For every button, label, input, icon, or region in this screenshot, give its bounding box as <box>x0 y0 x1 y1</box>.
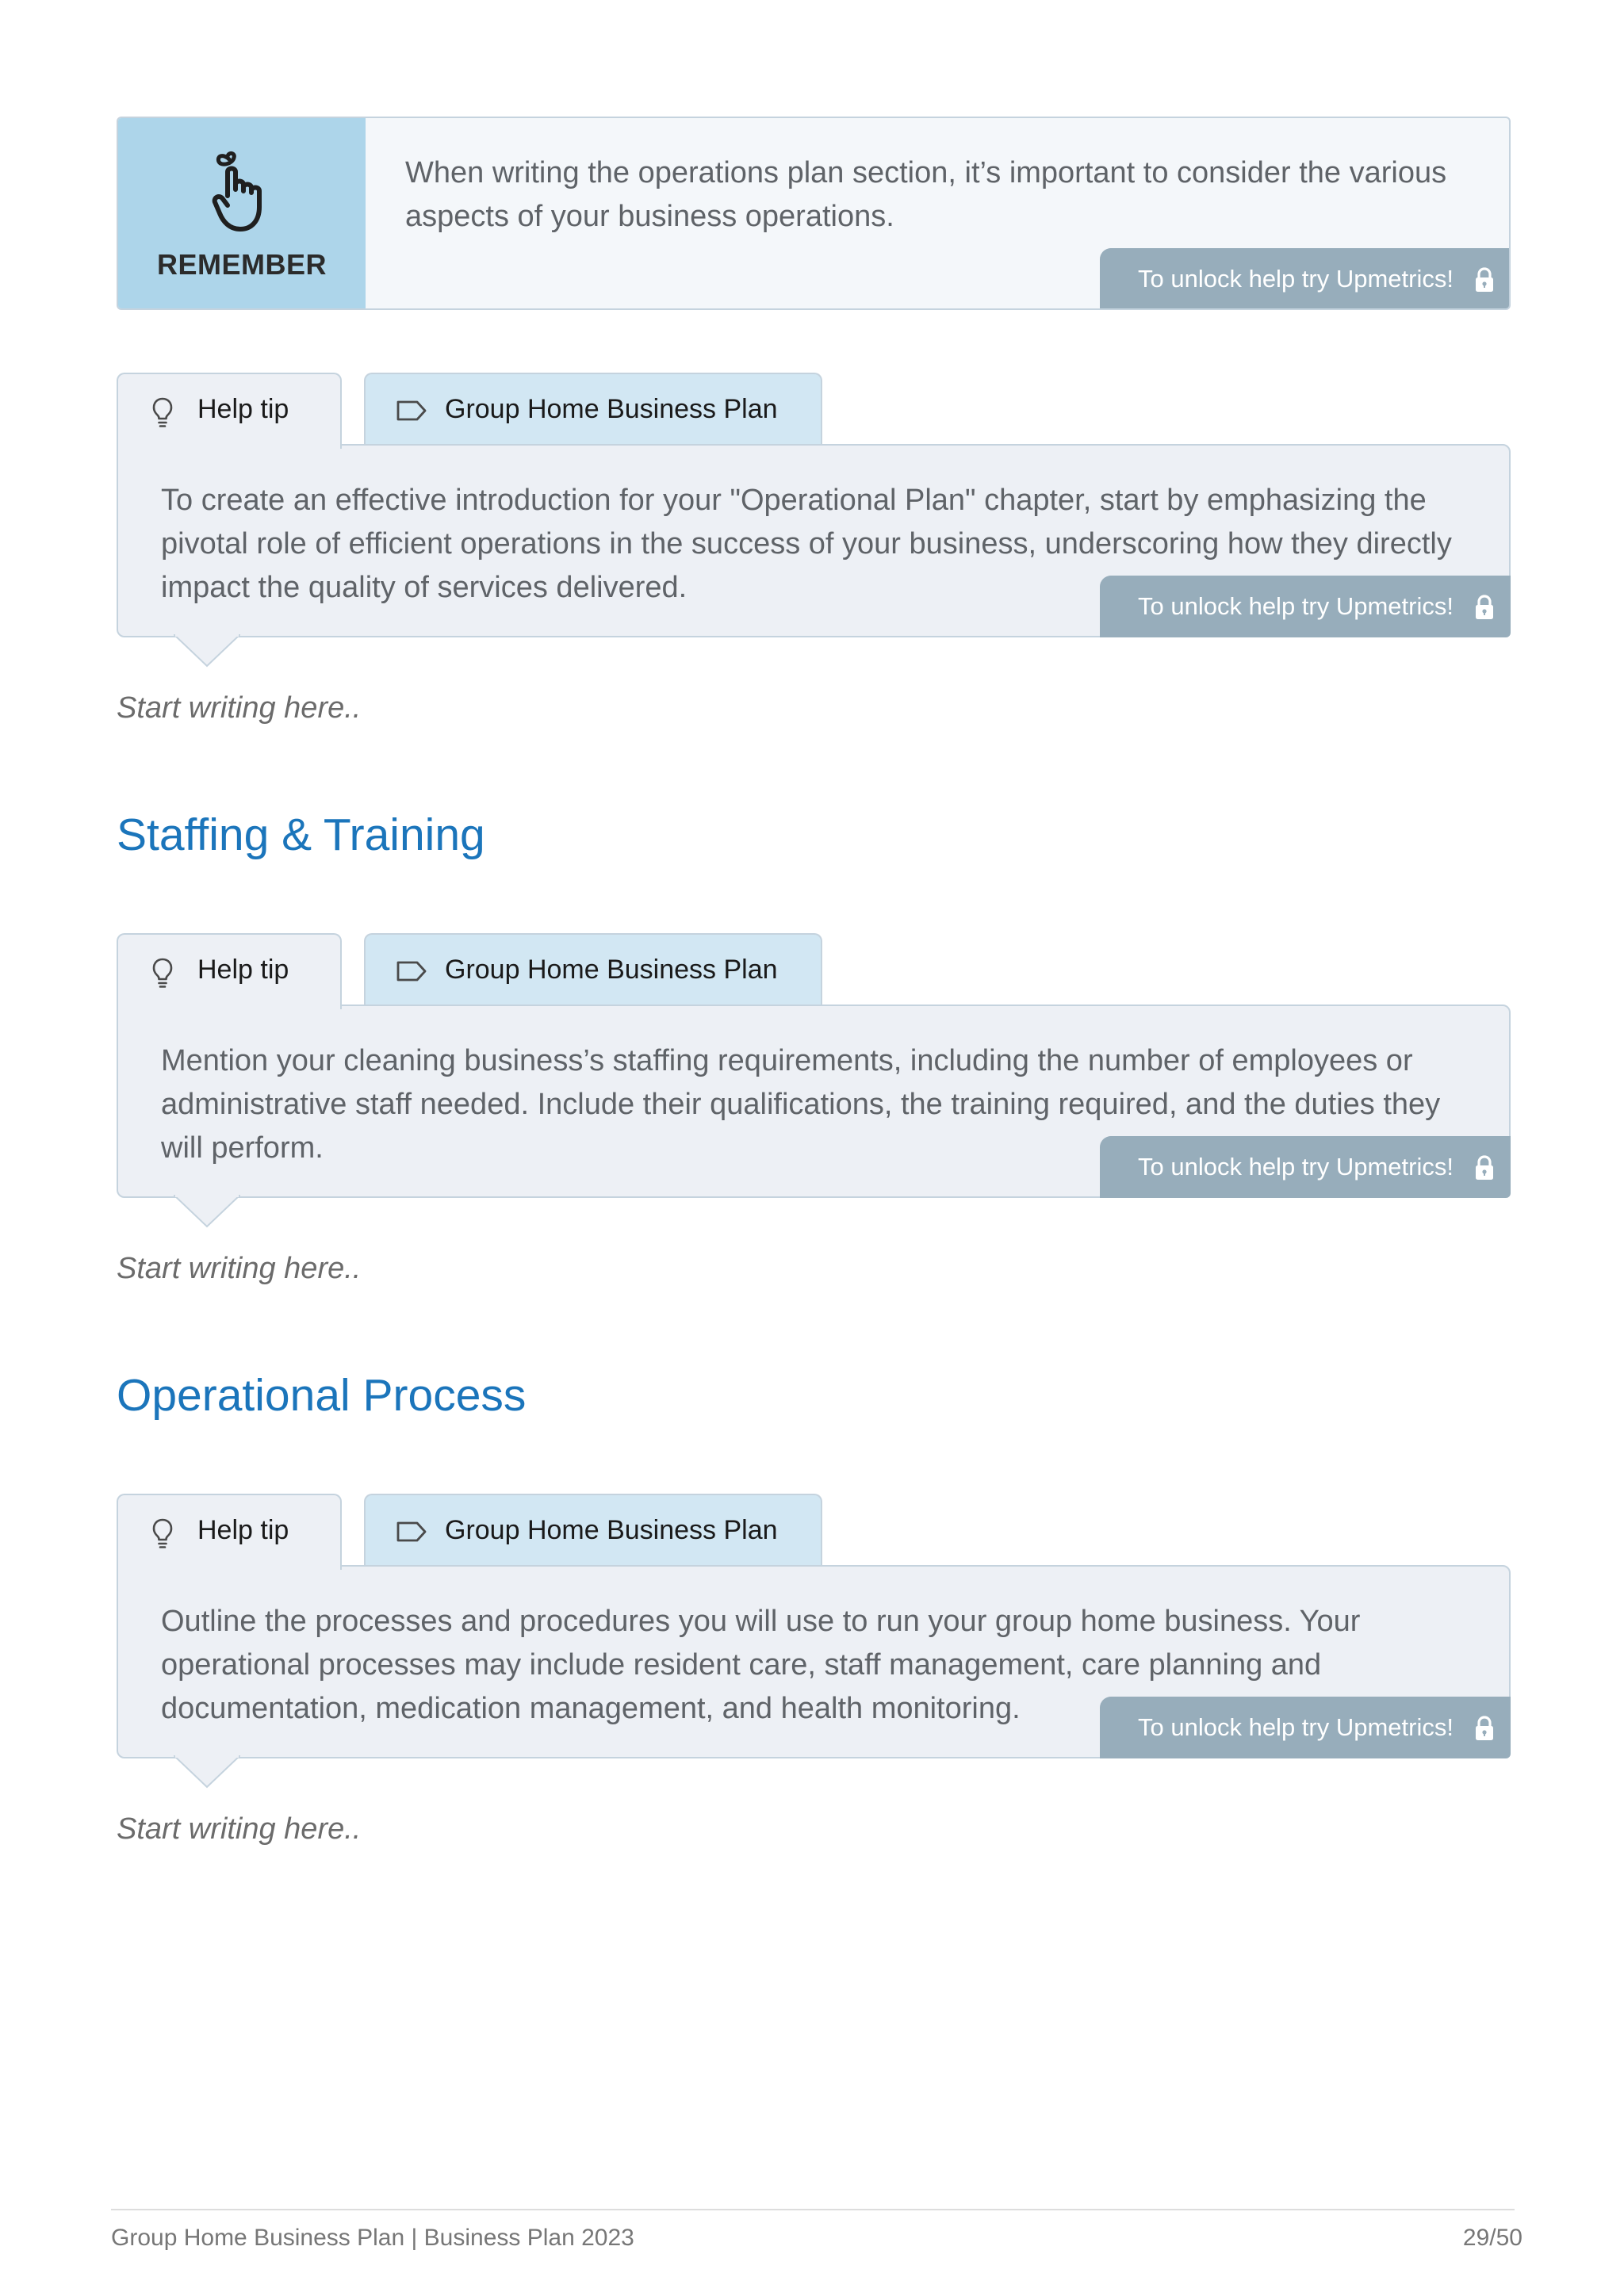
remember-callout <box>117 117 1511 310</box>
page-number: 29/50 <box>1462 2225 1522 2251</box>
lock-icon <box>1474 1155 1495 1181</box>
finger-reminder-icon <box>205 148 278 234</box>
unlock-help-label: To unlock help try Upmetrics! <box>1138 1153 1454 1181</box>
section-heading-operational-process: Operational Process <box>117 1370 527 1421</box>
tab-help-tip-label: Help tip <box>197 1515 289 1545</box>
tab-help-tip-label: Help tip <box>197 955 289 985</box>
footer-divider <box>111 2209 1515 2210</box>
tab-plan-label: Group Home Business Plan <box>445 394 778 424</box>
lock-icon <box>1474 595 1495 620</box>
speech-pointer <box>174 1195 240 1230</box>
tab-help-tip[interactable] <box>117 373 342 449</box>
unlock-help-button[interactable] <box>1100 1697 1511 1758</box>
tab-group-home-business-plan[interactable] <box>364 933 822 1006</box>
writing-placeholder[interactable]: Start writing here.. <box>117 1812 362 1846</box>
help-tip-text: Mention your cleaning business’s staffing requirements, including the number of employees or administrative staff needed. Include their qualifications, the training required, and the duties they will perform. <box>161 1044 1441 1165</box>
tab-help-tip[interactable] <box>117 933 342 1009</box>
tab-group-home-business-plan[interactable] <box>364 373 822 446</box>
writing-placeholder[interactable]: Start writing here.. <box>117 1252 362 1285</box>
remember-text: When writing the operations plan section, it’s important to consider the various aspects of your business operations. <box>405 156 1447 233</box>
tab-help-tip-label: Help tip <box>197 394 289 424</box>
tab-plan-label: Group Home Business Plan <box>445 955 778 985</box>
footer-document-title: Group Home Business Plan | Business Plan 2023 <box>111 2225 634 2251</box>
lightbulb-icon <box>151 1517 174 1549</box>
lock-icon <box>1474 267 1495 293</box>
lightbulb-icon <box>151 396 174 428</box>
unlock-help-label: To unlock help try Upmetrics! <box>1138 592 1454 620</box>
lightbulb-icon <box>151 957 174 989</box>
unlock-help-label: To unlock help try Upmetrics! <box>1138 1713 1454 1741</box>
remember-badge <box>118 118 366 308</box>
help-tip-box <box>117 444 1511 637</box>
unlock-help-label: To unlock help try Upmetrics! <box>1138 265 1454 293</box>
speech-pointer <box>174 1755 240 1790</box>
lock-icon <box>1474 1716 1495 1741</box>
tab-help-tip[interactable] <box>117 1494 342 1570</box>
unlock-help-button[interactable] <box>1100 248 1511 310</box>
help-tip-box <box>117 1565 1511 1758</box>
tag-icon <box>396 400 427 422</box>
section-heading-staffing: Staffing & Training <box>117 809 485 860</box>
help-tip-text: To create an effective introduction for your "Operational Plan" chapter, start by emphasizing the pivotal role of efficient operations in the success of your business, underscoring how they directly impact the quality of services delivered. <box>161 484 1452 604</box>
speech-pointer <box>174 634 240 669</box>
tag-icon <box>396 960 427 982</box>
writing-placeholder[interactable]: Start writing here.. <box>117 691 362 725</box>
help-tip-text: Outline the processes and procedures you will use to run your group home business. Your operational processes may include resident care, staff management, care planning and documentation, medication management, and health monitoring. <box>161 1605 1361 1725</box>
help-tip-box <box>117 1004 1511 1198</box>
tag-icon <box>396 1521 427 1543</box>
unlock-help-button[interactable] <box>1100 1136 1511 1198</box>
remember-label: REMEMBER <box>156 248 327 281</box>
tab-group-home-business-plan[interactable] <box>364 1494 822 1567</box>
unlock-help-button[interactable] <box>1100 576 1511 637</box>
tab-plan-label: Group Home Business Plan <box>445 1515 778 1545</box>
